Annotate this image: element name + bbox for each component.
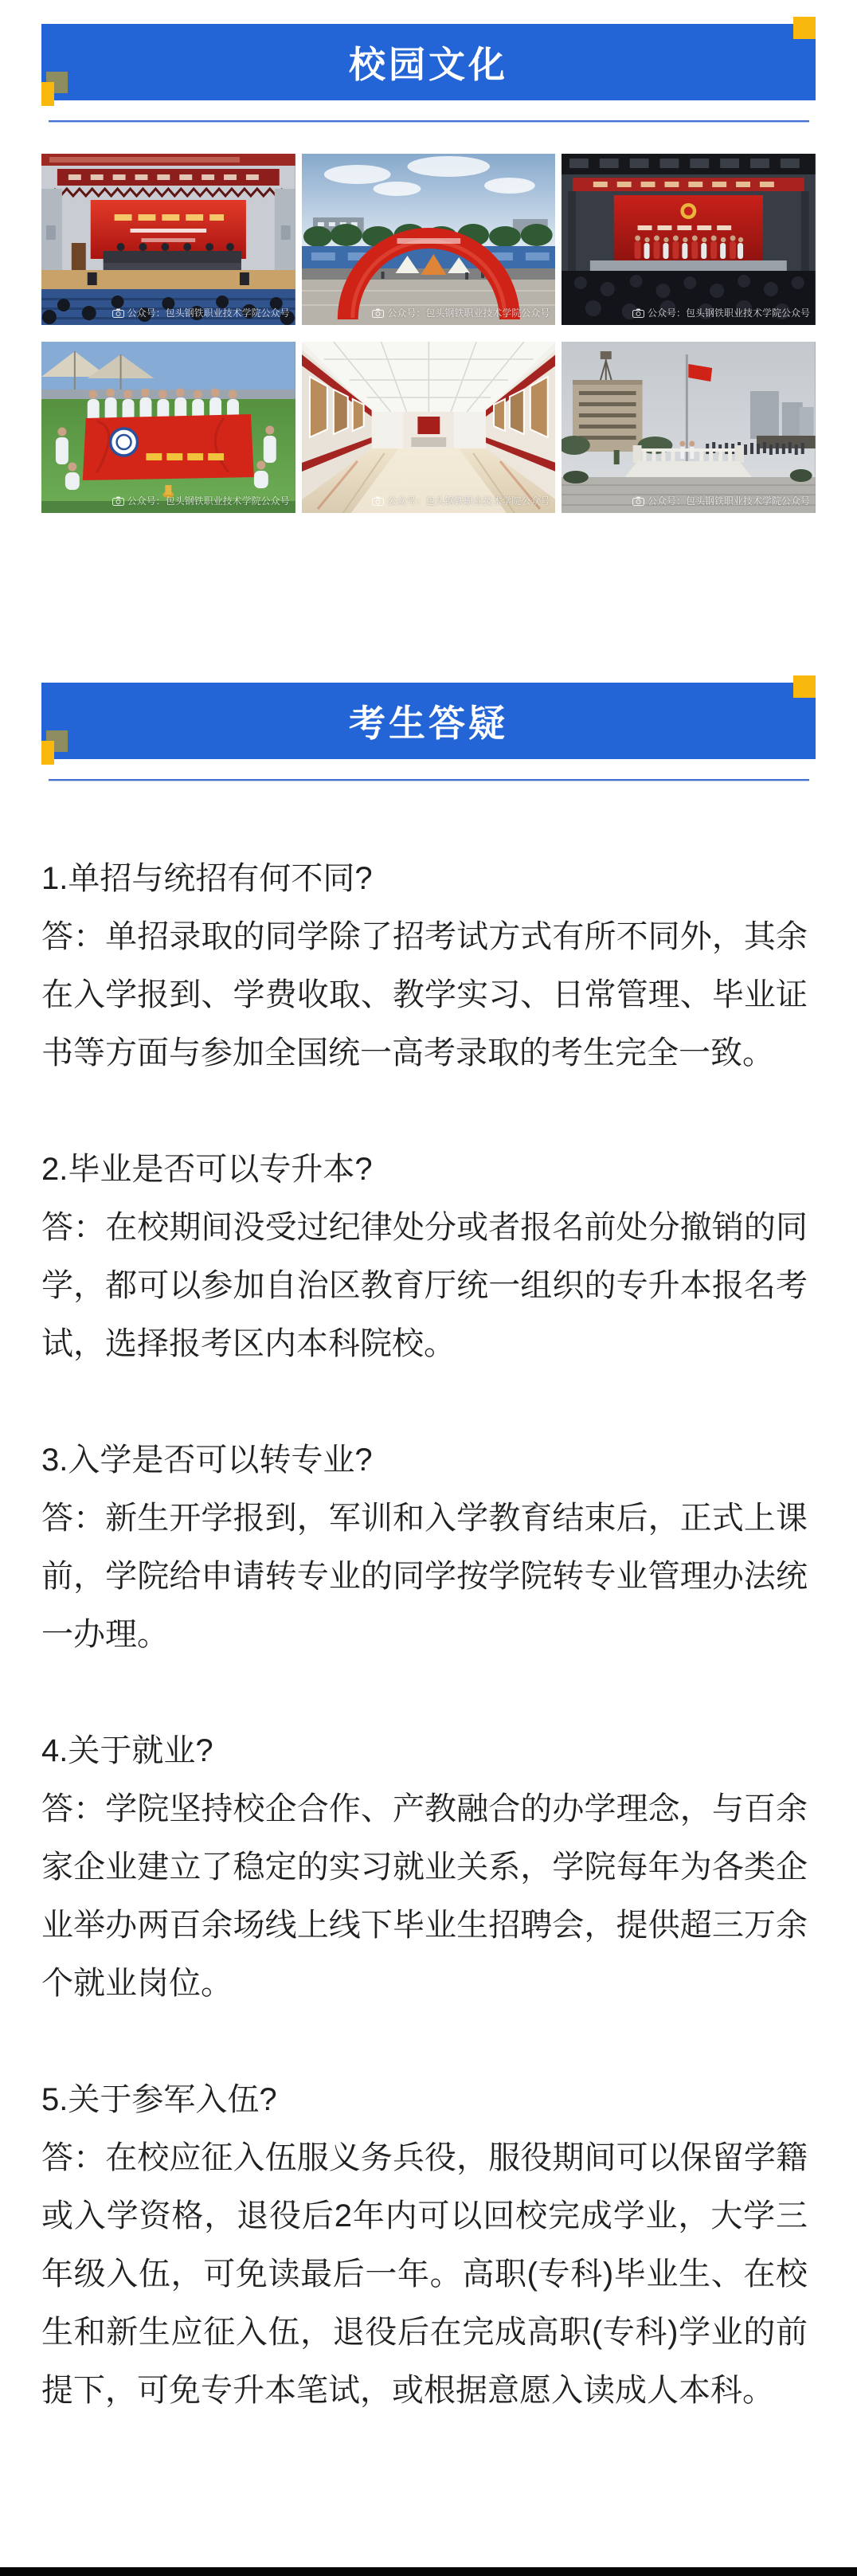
qa-question: 5.关于参军入伍? [41,2082,277,2117]
yellow-corner-bottom-left [41,82,54,106]
photo-watermark [372,494,550,507]
photo-flag-raising[interactable] [562,342,816,513]
qa-question: 4.关于就业? [41,1733,213,1768]
qa-item-5 [41,2071,808,2420]
watermark-logo-icon [632,496,644,506]
qa-title: 考生答疑 [349,703,508,744]
photo-stage-performance[interactable] [562,154,816,325]
exhibition-corridor-illustration [302,342,556,513]
photo-exhibition-corridor[interactable] [302,342,556,513]
qa-item-2 [41,1141,808,1373]
bottom-black-bar [0,2567,857,2576]
section-divider [49,120,809,123]
watermark-text: 公众号：包头钢铁职业技术学院公众号 [387,307,550,319]
yellow-corner-bottom-left [41,741,54,765]
yellow-corner-top-right [793,17,816,39]
qa-item-3 [41,1431,808,1664]
watermark-logo-icon [112,308,124,318]
yellow-corner-top-right [793,675,816,698]
qa-question: 3.入学是否可以转专业? [41,1443,373,1478]
campus-culture-title: 校园文化 [349,44,508,85]
section-divider [49,779,809,781]
campus-photo-grid [41,154,816,513]
team-flag-illustration [41,342,295,513]
qa-banner [41,683,816,759]
section-campus-culture-header [0,24,857,123]
watermark-text: 公众号：包头钢铁职业技术学院公众号 [647,495,810,507]
watermark-text: 公众号：包头钢铁职业技术学院公众号 [127,307,290,319]
watermark-logo-icon [372,496,384,506]
qa-item-1 [41,850,808,1082]
photo-watermark [112,306,290,319]
campus-culture-banner [41,24,816,100]
photo-watermark [112,494,290,507]
qa-question: 1.单招与统招有何不同? [41,861,373,896]
red-arch-illustration [302,154,556,325]
photo-watermark [632,494,810,507]
photo-watermark [632,306,810,319]
photo-red-arch[interactable] [302,154,556,325]
flag-raising-illustration [562,342,816,513]
qa-answer: 答：学院坚持校企合作、产教融合的办学理念，与百余家企业建立了稳定的实习就业关系，学院每年为各类企业举办两百余场线上线下毕业生招聘会，提供超三万余个就业岗位。 [41,1791,808,2001]
stage-performance-illustration [562,154,816,325]
watermark-text: 公众号：包头钢铁职业技术学院公众号 [647,307,810,319]
qa-answer: 答：在校应征入伍服义务兵役，服役期间可以保留学籍或入学资格，退役后2年内可以回校完成学业，大学三年级入伍，可免读最后一年。高职(专科)毕业生、在校生和新生应征入伍，退役后在完成高职(专科)学业的前提下，可免专升本笔试，或根据意愿入读成人本科。 [41,2140,808,2408]
watermark-logo-icon [632,308,644,318]
auditorium-ceremony-illustration [41,154,295,325]
photo-auditorium-ceremony[interactable] [41,154,295,325]
qa-item-4 [41,1722,808,2013]
watermark-logo-icon [372,308,384,318]
watermark-text: 公众号：包头钢铁职业技术学院公众号 [127,495,290,507]
qa-question: 2.毕业是否可以专升本? [41,1152,373,1187]
photo-watermark [372,306,550,319]
photo-team-flag[interactable] [41,342,295,513]
section-qa-header [0,683,857,781]
qa-answer: 答：新生开学报到，军训和入学教育结束后，正式上课前，学院给申请转专业的同学按学院转专业管理办法统一办理。 [41,1501,808,1652]
qa-list [41,850,808,2420]
qa-answer: 答：在校期间没受过纪律处分或者报名前处分撤销的同学，都可以参加自治区教育厅统一组织的专升本报名考试，选择报考区内本科院校。 [41,1210,808,1361]
watermark-logo-icon [112,496,124,506]
qa-answer: 答：单招录取的同学除了招考试方式有所不同外，其余在入学报到、学费收取、教学实习、日常管理、毕业证书等方面与参加全国统一高考录取的考生完全一致。 [41,919,808,1071]
watermark-text: 公众号：包头钢铁职业技术学院公众号 [387,495,550,507]
